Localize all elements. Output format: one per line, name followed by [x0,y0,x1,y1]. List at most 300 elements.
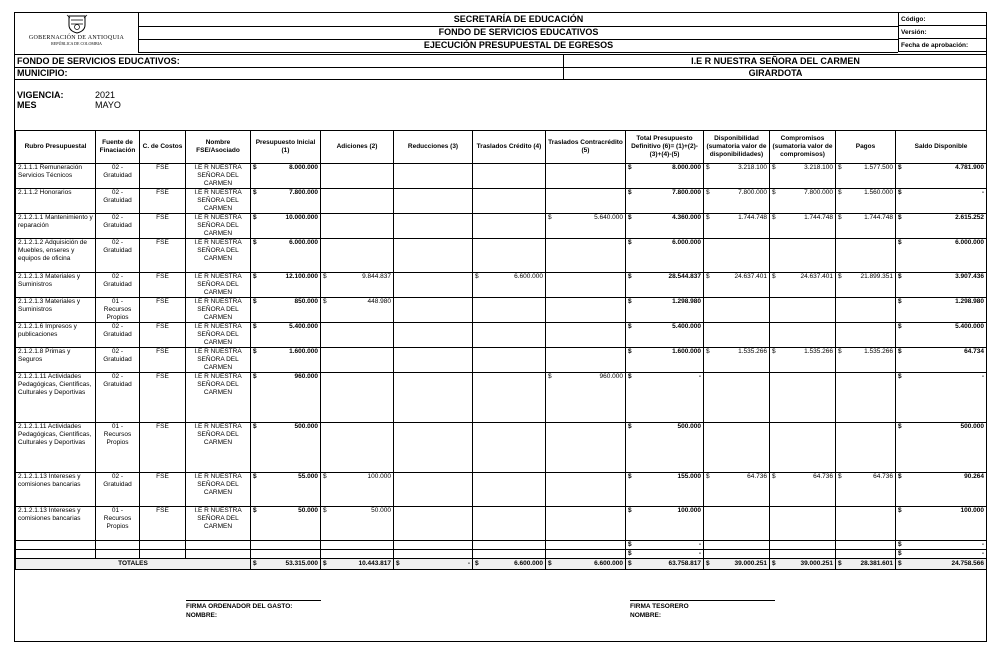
cell-adi [321,323,394,348]
cell-fuente [96,541,140,550]
currency-symbol: $ [898,541,902,548]
amount-value: 10.000.000 [285,214,318,221]
currency-symbol: $ [628,323,632,330]
amount-value: 1.600.000 [289,348,318,355]
cell-tcc [546,214,626,239]
cell-rubro: 2.1.2.1.13 Intereses y comisiones bancarias [16,507,96,541]
currency-symbol: $ [706,214,710,221]
currency-symbol: $ [475,273,479,280]
cell-adi [321,164,394,189]
cell-fuente: 02 - Gratuidad [96,189,140,214]
total-comp [770,559,836,570]
cell-saldo [896,373,987,423]
cell-tcc [546,550,626,559]
currency-symbol: $ [838,164,842,171]
currency-symbol: $ [253,507,257,514]
currency-symbol: $ [706,189,710,196]
cell-comp [770,507,836,541]
table-row [16,507,987,541]
cell-red [394,164,473,189]
currency-symbol: $ [628,541,632,548]
cell-saldo [896,473,987,507]
amount-value: - [981,189,984,196]
municipio-value: GIRARDOTA [563,67,987,79]
currency-symbol: $ [898,273,902,280]
amount-value: 1.535.266 [864,348,893,355]
signature-ordenador [186,600,321,620]
cell-adi [321,214,394,239]
cell-cc: FSE [140,507,186,541]
total-amount: 10.443.817 [358,560,391,567]
total-amount: 28.381.601 [860,560,893,567]
currency-symbol: $ [253,164,257,171]
cell-pagos [836,473,896,507]
cell-tc [473,550,546,559]
cell-adi [321,239,394,273]
cell-rubro: 2.1.2.1.13 Intereses y comisiones bancarias [16,473,96,507]
cell-tc [473,298,546,323]
amount-value: 3.218.100 [804,164,833,171]
cell-total [626,550,704,559]
currency-symbol: $ [253,473,257,480]
currency-symbol: $ [628,214,632,221]
cell-tcc [546,507,626,541]
currency-symbol: $ [396,560,400,567]
currency-symbol: $ [628,189,632,196]
currency-symbol: $ [838,273,842,280]
gobernacion-logo [15,13,139,53]
cell-red [394,348,473,373]
currency-symbol: $ [898,239,902,246]
cell-adi [321,541,394,550]
logo-line-1: GOBERNACIÓN DE ANTIOQUIA [28,35,125,41]
cell-fuente [96,550,140,559]
currency-symbol: $ [253,214,257,221]
amount-value: 3.218.100 [738,164,767,171]
cell-saldo [896,323,987,348]
amount-value: 8.000.000 [289,164,318,171]
cell-total [626,323,704,348]
cell-nombre: I.E R NUESTRA SEÑORA DEL CARMEN [186,164,251,189]
total-amount: 53.315.000 [285,560,318,567]
cell-nombre: I.E R NUESTRA SEÑORA DEL CARMEN [186,239,251,273]
amount-value: 90.264 [964,473,984,480]
cell-nombre: I.E R NUESTRA SEÑORA DEL CARMEN [186,473,251,507]
amount-value: 100.000 [677,507,701,514]
fondo-row [15,54,986,68]
cell-ini [251,189,321,214]
total-amount: 39.000.251 [800,560,833,567]
cell-adi [321,273,394,298]
total-tcc [546,559,626,570]
cell-comp [770,189,836,214]
currency-symbol: $ [323,507,327,514]
table-row [16,189,987,214]
amount-value: 960.000 [599,373,623,380]
cell-disp [704,473,770,507]
cell-saldo [896,214,987,239]
cell-tcc [546,273,626,298]
cell-cc: FSE [140,298,186,323]
currency-symbol: $ [628,348,632,355]
cell-nombre: I.E R NUESTRA SEÑORA DEL CARMEN [186,323,251,348]
mes-label: MES [17,100,37,110]
cell-comp [770,164,836,189]
currency-symbol: $ [838,473,842,480]
currency-symbol: $ [548,373,552,380]
cell-cc: FSE [140,373,186,423]
cell-nombre: I.E R NUESTRA SEÑORA DEL CARMEN [186,298,251,323]
cell-ini [251,507,321,541]
total-amount: 24.758.566 [951,560,984,567]
amount-value: 24.637.401 [800,273,833,280]
cell-cc [140,550,186,559]
total-red [394,559,473,570]
cell-pagos [836,550,896,559]
fondo-value: I.E R NUESTRA SEÑORA DEL CARMEN [563,55,987,67]
budget-report-page [14,12,987,642]
currency-symbol: $ [772,189,776,196]
cell-disp [704,541,770,550]
cell-cc: FSE [140,423,186,473]
cell-comp [770,423,836,473]
amount-value: 960.000 [294,373,318,380]
amount-value: 5.640.000 [594,214,623,221]
table-row [16,298,987,323]
cell-comp [770,214,836,239]
amount-value: 5.400.000 [289,323,318,330]
table-row [16,239,987,273]
cell-ini [251,348,321,373]
cell-saldo [896,541,987,550]
currency-symbol: $ [628,423,632,430]
cell-ini [251,473,321,507]
cell-total [626,273,704,298]
cell-ini [251,239,321,273]
amount-value: 50.000 [371,507,391,514]
cell-ini [251,550,321,559]
amount-value: 1.298.980 [672,298,701,305]
header-title-3: EJECUCIÓN PRESUPUESTAL DE EGRESOS [139,39,898,53]
vigencia-row [17,90,115,100]
table-row [16,423,987,473]
currency-symbol: $ [253,373,257,380]
currency-symbol: $ [706,164,710,171]
cell-saldo [896,423,987,473]
column-header: Reducciones (3) [394,131,473,164]
cell-cc: FSE [140,273,186,298]
cell-adi [321,550,394,559]
currency-symbol: $ [253,423,257,430]
amount-value: - [698,541,701,548]
amount-value: 6.000.000 [289,239,318,246]
ordenador-label: FIRMA ORDENADOR DEL GASTO: [186,603,293,610]
cell-tcc [546,298,626,323]
cell-tcc [546,473,626,507]
currency-symbol: $ [253,273,257,280]
currency-symbol: $ [323,473,327,480]
cell-pagos [836,423,896,473]
cell-tc [473,189,546,214]
cell-fuente: 02 - Gratuidad [96,239,140,273]
currency-symbol: $ [838,189,842,196]
currency-symbol: $ [628,507,632,514]
cell-fuente: 02 - Gratuidad [96,473,140,507]
amount-value: 8.000.000 [672,164,701,171]
amount-value: - [981,373,984,380]
column-header: Compromisos (sumatoria valor de compromisos) [770,131,836,164]
cell-disp [704,373,770,423]
cell-pagos [836,189,896,214]
cell-tc [473,323,546,348]
table-row [16,348,987,373]
cell-total [626,239,704,273]
cell-fuente: 02 - Gratuidad [96,323,140,348]
cell-tcc [546,423,626,473]
cell-adi [321,298,394,323]
total-amount: 6.600.000 [594,560,623,567]
cell-red [394,541,473,550]
amount-value: 500.000 [294,423,318,430]
cell-nombre: I.E R NUESTRA SEÑORA DEL CARMEN [186,373,251,423]
column-header: C. de Costos [140,131,186,164]
amount-value: 21.899.351 [860,273,893,280]
amount-value: 155.000 [677,473,701,480]
cell-fuente: 01 - Recursos Propios [96,507,140,541]
cell-total [626,164,704,189]
cell-nombre: I.E R NUESTRA SEÑORA DEL CARMEN [186,189,251,214]
cell-pagos [836,239,896,273]
amount-value: 6.600.000 [514,273,543,280]
cell-tc [473,373,546,423]
cell-ini [251,164,321,189]
cell-disp [704,298,770,323]
cell-tc [473,273,546,298]
cell-nombre: I.E R NUESTRA SEÑORA DEL CARMEN [186,214,251,239]
total-tc [473,559,546,570]
cell-fuente: 02 - Gratuidad [96,273,140,298]
cell-cc: FSE [140,239,186,273]
currency-symbol: $ [475,560,479,567]
codigo-label: Código: [898,13,986,26]
total-amount: 39.000.251 [734,560,767,567]
amount-value: 100.000 [960,507,984,514]
table-row [16,473,987,507]
cell-red [394,273,473,298]
cell-pagos [836,298,896,323]
amount-value: - [698,373,701,380]
total-amount: 63.758.817 [668,560,701,567]
cell-pagos [836,164,896,189]
currency-symbol: $ [253,189,257,196]
amount-value: 1.298.980 [955,298,984,305]
amount-value: 100.000 [367,473,391,480]
amount-value: - [981,541,984,548]
cell-total [626,423,704,473]
cell-tc [473,541,546,550]
currency-symbol: $ [772,560,776,567]
cell-pagos [836,214,896,239]
cell-total [626,541,704,550]
budget-table [15,130,987,570]
amount-value: 64.734 [964,348,984,355]
report-header [15,13,986,53]
cell-total [626,473,704,507]
cell-cc: FSE [140,189,186,214]
cell-adi [321,423,394,473]
currency-symbol: $ [772,348,776,355]
cell-comp [770,373,836,423]
cell-rubro: 2.1.2.1.3 Materiales y Suministros [16,273,96,298]
cell-tc [473,423,546,473]
cell-ini [251,323,321,348]
cell-cc: FSE [140,164,186,189]
cell-saldo [896,298,987,323]
cell-cc: FSE [140,214,186,239]
municipio-label: MUNICIPIO: [17,68,68,78]
currency-symbol: $ [323,273,327,280]
cell-cc [140,541,186,550]
currency-symbol: $ [772,473,776,480]
cell-disp [704,239,770,273]
currency-symbol: $ [898,348,902,355]
total-amount: 6.600.000 [514,560,543,567]
column-header: Traslados Contracrédito (5) [546,131,626,164]
cell-total [626,189,704,214]
currency-symbol: $ [253,298,257,305]
cell-total [626,298,704,323]
signature-tesorero [630,600,775,620]
total-amount: - [467,560,470,567]
cell-disp [704,323,770,348]
total-disp [704,559,770,570]
amount-value: 64.736 [813,473,833,480]
currency-symbol: $ [706,560,710,567]
amount-value: 64.736 [747,473,767,480]
cell-red [394,189,473,214]
cell-disp [704,273,770,298]
cell-red [394,423,473,473]
cell-adi [321,348,394,373]
currency-symbol: $ [838,214,842,221]
amount-value: 7.800.000 [289,189,318,196]
amount-value: 55.000 [298,473,318,480]
amount-value: 1.577.500 [864,164,893,171]
cell-tc [473,348,546,373]
cell-rubro [16,550,96,559]
column-header: Adiciones (2) [321,131,394,164]
cell-cc: FSE [140,323,186,348]
cell-ini [251,541,321,550]
cell-adi [321,189,394,214]
cell-tc [473,239,546,273]
currency-symbol: $ [772,273,776,280]
fecha-aprobacion-label: Fecha de aprobación: [898,39,986,52]
cell-comp [770,473,836,507]
cell-pagos [836,323,896,348]
amount-value: 500.000 [677,423,701,430]
currency-symbol: $ [706,348,710,355]
column-header: Total Presupuesto Definitivo (6)= (1)+(2)-(3)+(4)-(5) [626,131,704,164]
amount-value: 28.544.837 [668,273,701,280]
cell-total [626,507,704,541]
amount-value: 1.744.748 [864,214,893,221]
cell-tcc [546,164,626,189]
cell-rubro: 2.1.2.1.11 Actividades Pedagógicas, Científicas, Culturales y Deportivas [16,373,96,423]
ordenador-nombre-label: NOMBRE: [186,612,218,619]
cell-tc [473,214,546,239]
amount-value: - [698,550,701,557]
cell-comp [770,348,836,373]
total-pagos [836,559,896,570]
currency-symbol: $ [628,550,632,557]
column-header: Fuente de Finaciación [96,131,140,164]
cell-ini [251,423,321,473]
amount-value: 12.100.000 [285,273,318,280]
cell-red [394,473,473,507]
amount-value: 1.600.000 [672,348,701,355]
cell-saldo [896,273,987,298]
cell-total [626,214,704,239]
cell-disp [704,507,770,541]
cell-rubro: 2.1.1.2 Honorarios [16,189,96,214]
cell-tcc [546,189,626,214]
cell-disp [704,189,770,214]
currency-symbol: $ [898,550,902,557]
column-header: Traslados Crédito (4) [473,131,546,164]
cell-rubro: 2.1.2.1.2 Adquisición de Muebles, enseres y equipos de oficina [16,239,96,273]
total-adi [321,559,394,570]
cell-rubro: 2.1.2.1.11 Actividades Pedagógicas, Científicas, Culturales y Deportivas [16,423,96,473]
amount-value: 2.615.252 [955,214,984,221]
amount-value: 6.000.000 [672,239,701,246]
amount-value: 1.535.266 [738,348,767,355]
amount-value: 500.000 [960,423,984,430]
currency-symbol: $ [898,323,902,330]
cell-comp [770,239,836,273]
currency-symbol: $ [253,560,257,567]
currency-symbol: $ [898,164,902,171]
currency-symbol: $ [706,273,710,280]
cell-pagos [836,507,896,541]
cell-cc: FSE [140,348,186,373]
cell-tc [473,164,546,189]
tesorero-nombre-label: NOMBRE: [630,612,662,619]
cell-red [394,550,473,559]
cell-saldo [896,507,987,541]
cell-ini [251,214,321,239]
cell-rubro: 2.1.2.1.3 Materiales y Suministros [16,298,96,323]
municipio-row [15,67,986,80]
mes-row [17,100,121,110]
total-saldo [896,559,987,570]
cell-fuente: 01 - Recursos Propios [96,298,140,323]
amount-value: 50.000 [298,507,318,514]
cell-fuente: 02 - Gratuidad [96,348,140,373]
cell-tcc [546,323,626,348]
cell-tcc [546,373,626,423]
table-row [16,164,987,189]
amount-value: 7.800.000 [672,189,701,196]
currency-symbol: $ [628,164,632,171]
table-header-row [16,131,987,164]
amount-value: 6.000.000 [955,239,984,246]
cell-comp [770,298,836,323]
cell-disp [704,423,770,473]
currency-symbol: $ [772,214,776,221]
cell-pagos [836,348,896,373]
cell-rubro: 2.1.1.1 Remuneración Servicios Técnicos [16,164,96,189]
